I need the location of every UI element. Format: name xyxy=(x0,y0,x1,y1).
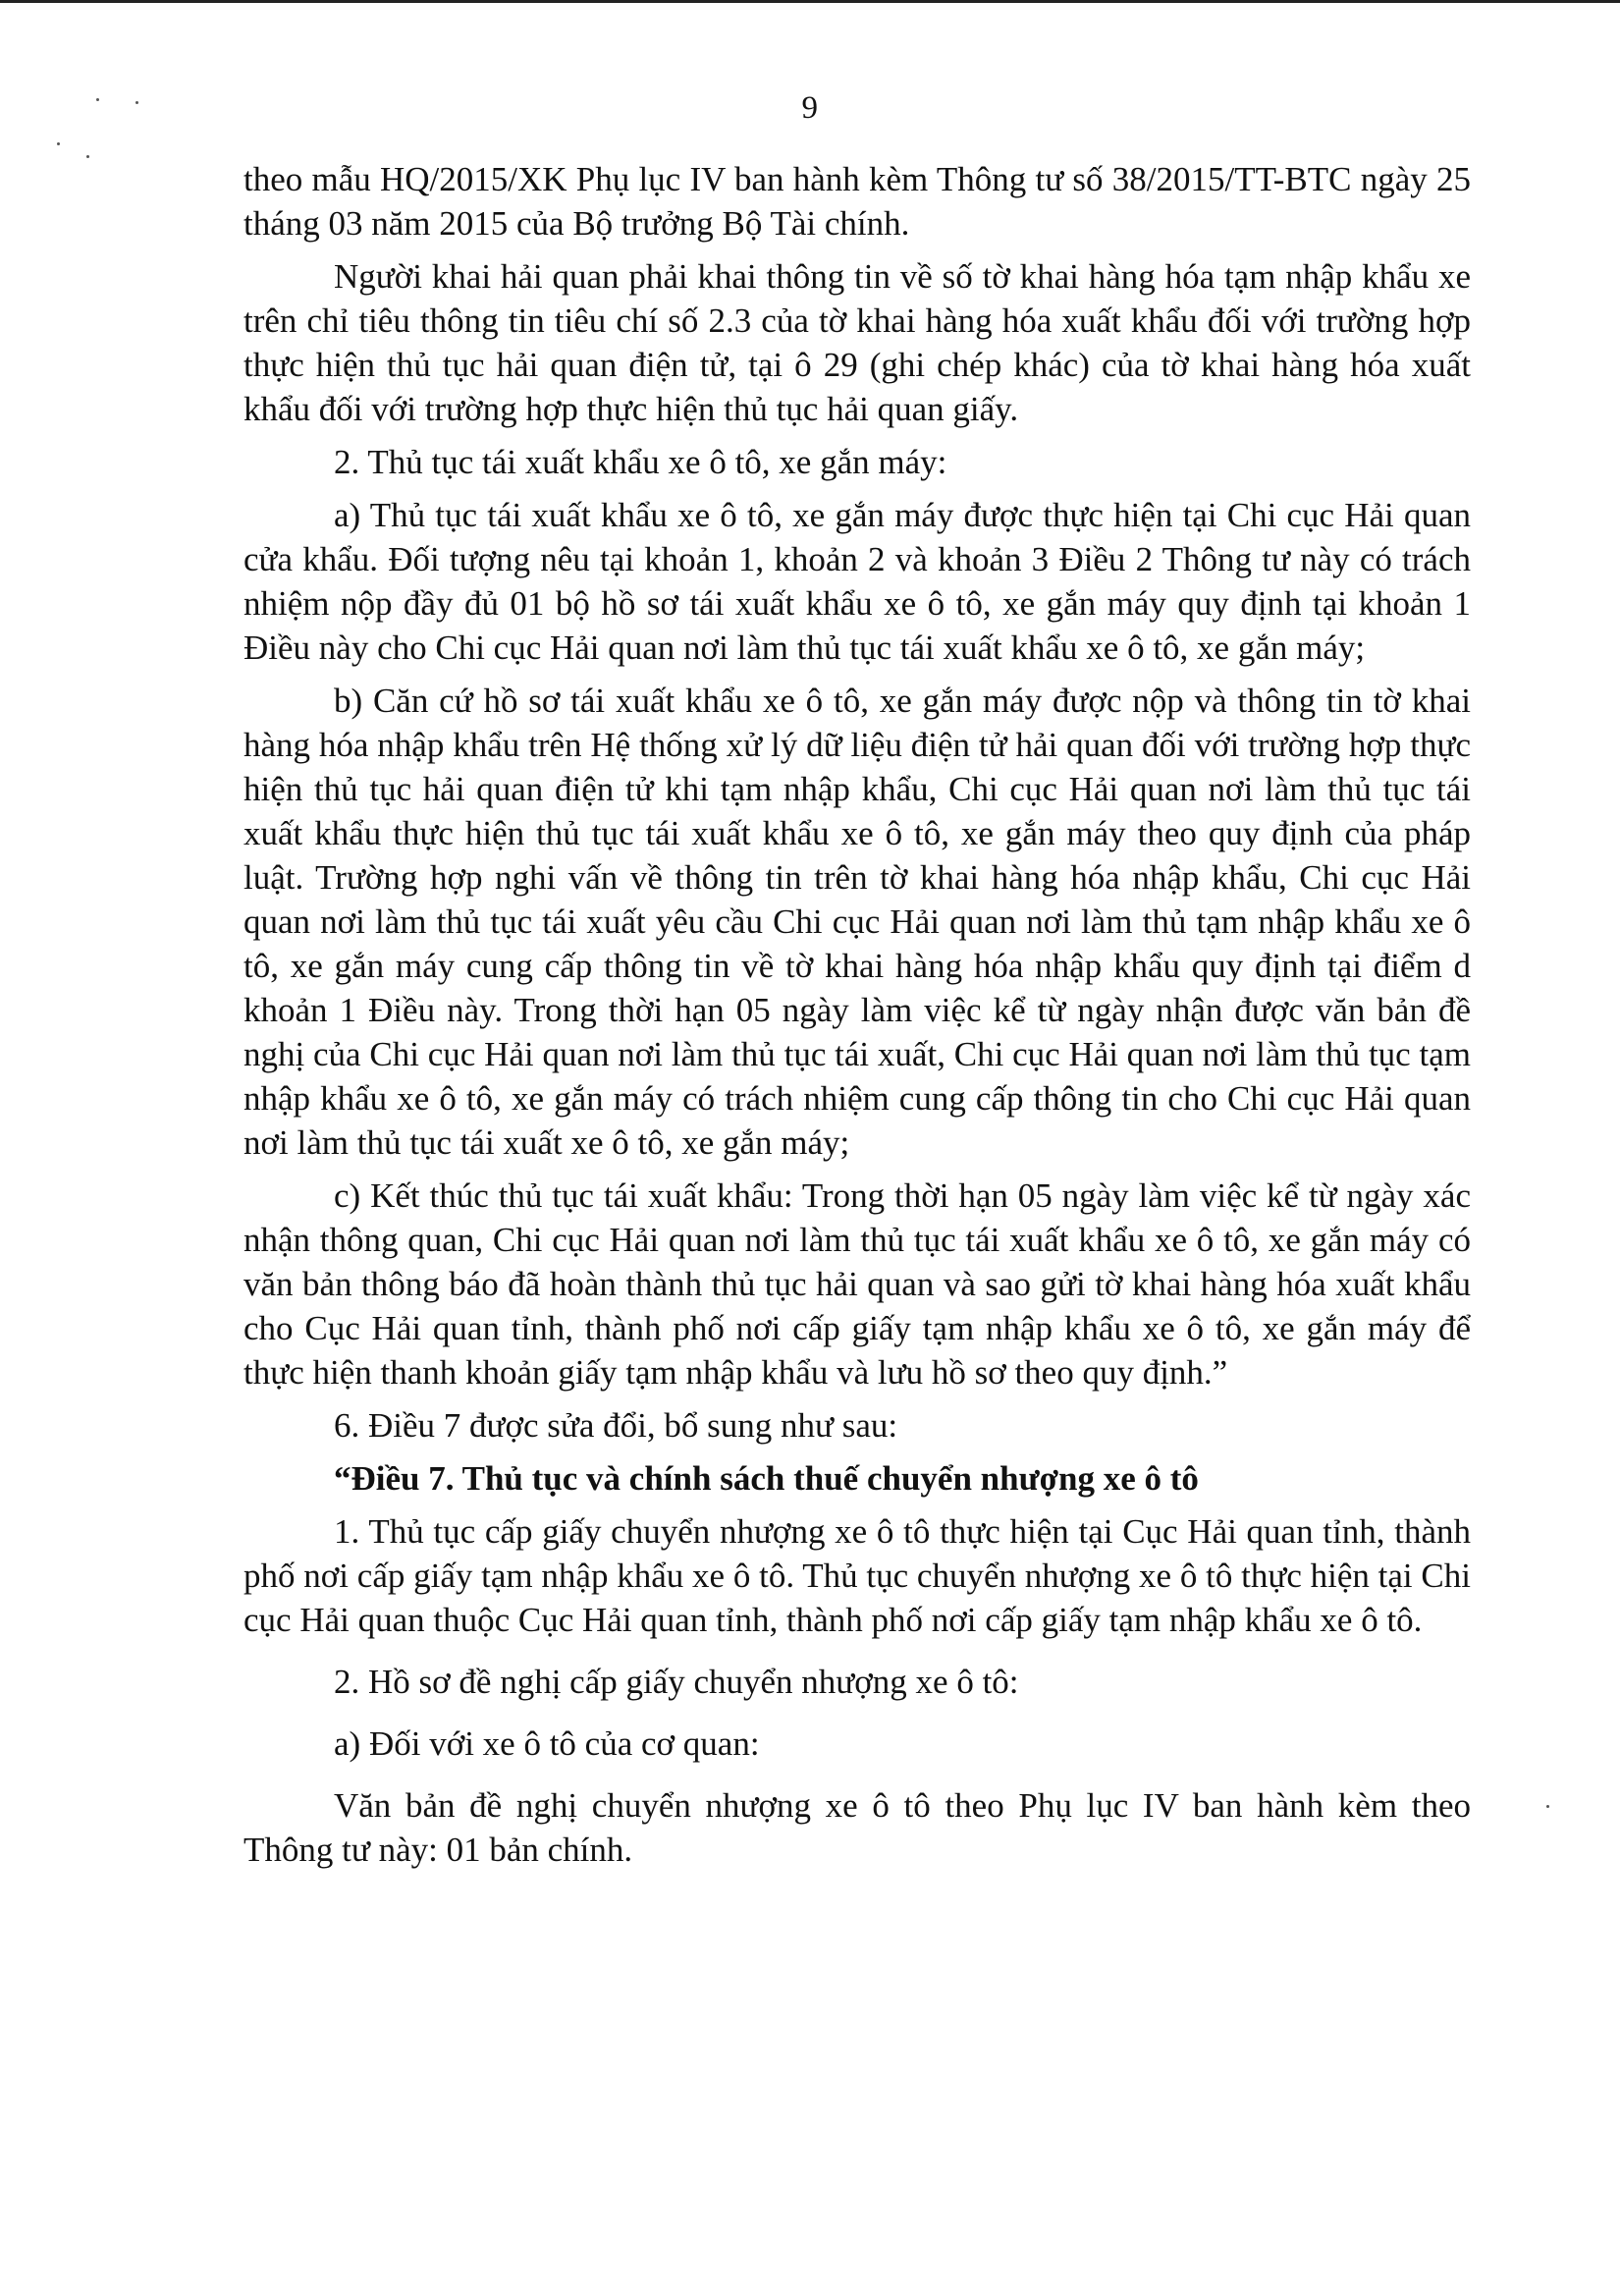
scan-speck xyxy=(57,142,60,145)
paragraph-item-c: c) Kết thúc thủ tục tái xuất khẩu: Trong thời hạn 05 ngày làm việc kể từ ngày xác nhận thông quan, Chi cục Hải quan nơi làm thủ tục tái xuất khẩu xe ô tô, xe gắn máy có văn bản thông báo đã hoàn thành thủ tục hải quan và sao gửi tờ khai hàng hóa xuất khẩu cho Cục Hải quan tỉnh, thành phố nơi cấp giấy tạm nhập khẩu xe ô tô, xe gắn máy để thực hiện thanh khoản giấy tạm nhập khẩu và lưu hồ sơ theo quy định.” xyxy=(243,1176,1471,1392)
paragraph: Văn bản đề nghị chuyển nhượng xe ô tô theo Phụ lục IV ban hành kèm theo Thông tư này: 01 bản chính. xyxy=(243,1786,1471,1869)
page-number: 9 xyxy=(801,90,819,126)
document-body xyxy=(243,157,1471,1881)
paragraph-item-a: a) Đối với xe ô tô của cơ quan: xyxy=(334,1724,760,1763)
paragraph: 2. Hồ sơ đề nghị cấp giấy chuyển nhượng xe ô tô: xyxy=(334,1663,1019,1701)
amendment-clause: 6. Điều 7 được sửa đổi, bổ sung như sau: xyxy=(334,1406,898,1445)
section-heading: 2. Thủ tục tái xuất khẩu xe ô tô, xe gắn máy: xyxy=(334,443,947,481)
paragraph-item-a: a) Thủ tục tái xuất khẩu xe ô tô, xe gắn máy được thực hiện tại Chi cục Hải quan cửa khẩu. Đối tượng nêu tại khoản 1, khoản 2 và khoản 3 Điều 2 Thông tư này có trách nhiệm nộp đầy đủ 01 bộ hồ sơ tái xuất khẩu xe ô tô, xe gắn máy quy định tại khoản 1 Điều này cho Chi cục Hải quan nơi làm thủ tục tái xuất khẩu xe ô tô, xe gắn máy; xyxy=(243,496,1471,667)
scan-speck xyxy=(86,155,89,158)
scan-speck xyxy=(1546,1805,1549,1808)
article-heading: “Điều 7. Thủ tục và chính sách thuế chuyển nhượng xe ô tô xyxy=(334,1459,1199,1498)
paragraph-item-b: b) Căn cứ hồ sơ tái xuất khẩu xe ô tô, xe gắn máy được nộp và thông tin tờ khai hàng hóa nhập khẩu trên Hệ thống xử lý dữ liệu điện tử hải quan đối với trường hợp thực hiện thủ tục hải quan điện tử khi tạm nhập khẩu, Chi cục Hải quan nơi làm thủ tục tái xuất khẩu thực hiện thủ tục tái xuất khẩu xe ô tô, xe gắn máy theo quy định của pháp luật. Trường hợp nghi vấn về thông tin trên tờ khai hàng hóa nhập khẩu, Chi cục Hải quan nơi làm thủ tục tái xuất yêu cầu Chi cục Hải quan nơi làm thủ tạm nhập khẩu xe ô tô, xe gắn máy cung cấp thông tin về tờ khai hàng hóa nhập khẩu quy định tại điểm d khoản 1 Điều này. Trong thời hạn 05 ngày làm việc kể từ ngày nhận được văn bản đề nghị của Chi cục Hải quan nơi làm thủ tục tái xuất, Chi cục Hải quan nơi làm thủ tục tạm nhập khẩu xe ô tô, xe gắn máy có trách nhiệm cung cấp thông tin cho Chi cục Hải quan nơi làm thủ tục tái xuất xe ô tô, xe gắn máy; xyxy=(243,682,1471,1162)
paragraph-continuation: theo mẫu HQ/2015/XK Phụ lục IV ban hành kèm Thông tư số 38/2015/TT-BTC ngày 25 tháng 03 năm 2015 của Bộ trưởng Bộ Tài chính. xyxy=(243,160,1471,243)
paragraph: 1. Thủ tục cấp giấy chuyển nhượng xe ô tô thực hiện tại Cục Hải quan tỉnh, thành phố nơi cấp giấy tạm nhập khẩu xe ô tô. Thủ tục chuyển nhượng xe ô tô thực hiện tại Chi cục Hải quan thuộc Cục Hải quan tỉnh, thành phố nơi cấp giấy tạm nhập khẩu xe ô tô. xyxy=(243,1512,1471,1639)
top-border-line xyxy=(0,0,1620,3)
paragraph: Người khai hải quan phải khai thông tin về số tờ khai hàng hóa tạm nhập khẩu xe trên chỉ tiêu thông tin tiêu chí số 2.3 của tờ khai hàng hóa xuất khẩu đối với trường hợp thực hiện thủ tục hải quan điện tử, tại ô 29 (ghi chép khác) của tờ khai hàng hóa xuất khẩu đối với trường hợp thực hiện thủ tục hải quan giấy. xyxy=(243,257,1471,428)
